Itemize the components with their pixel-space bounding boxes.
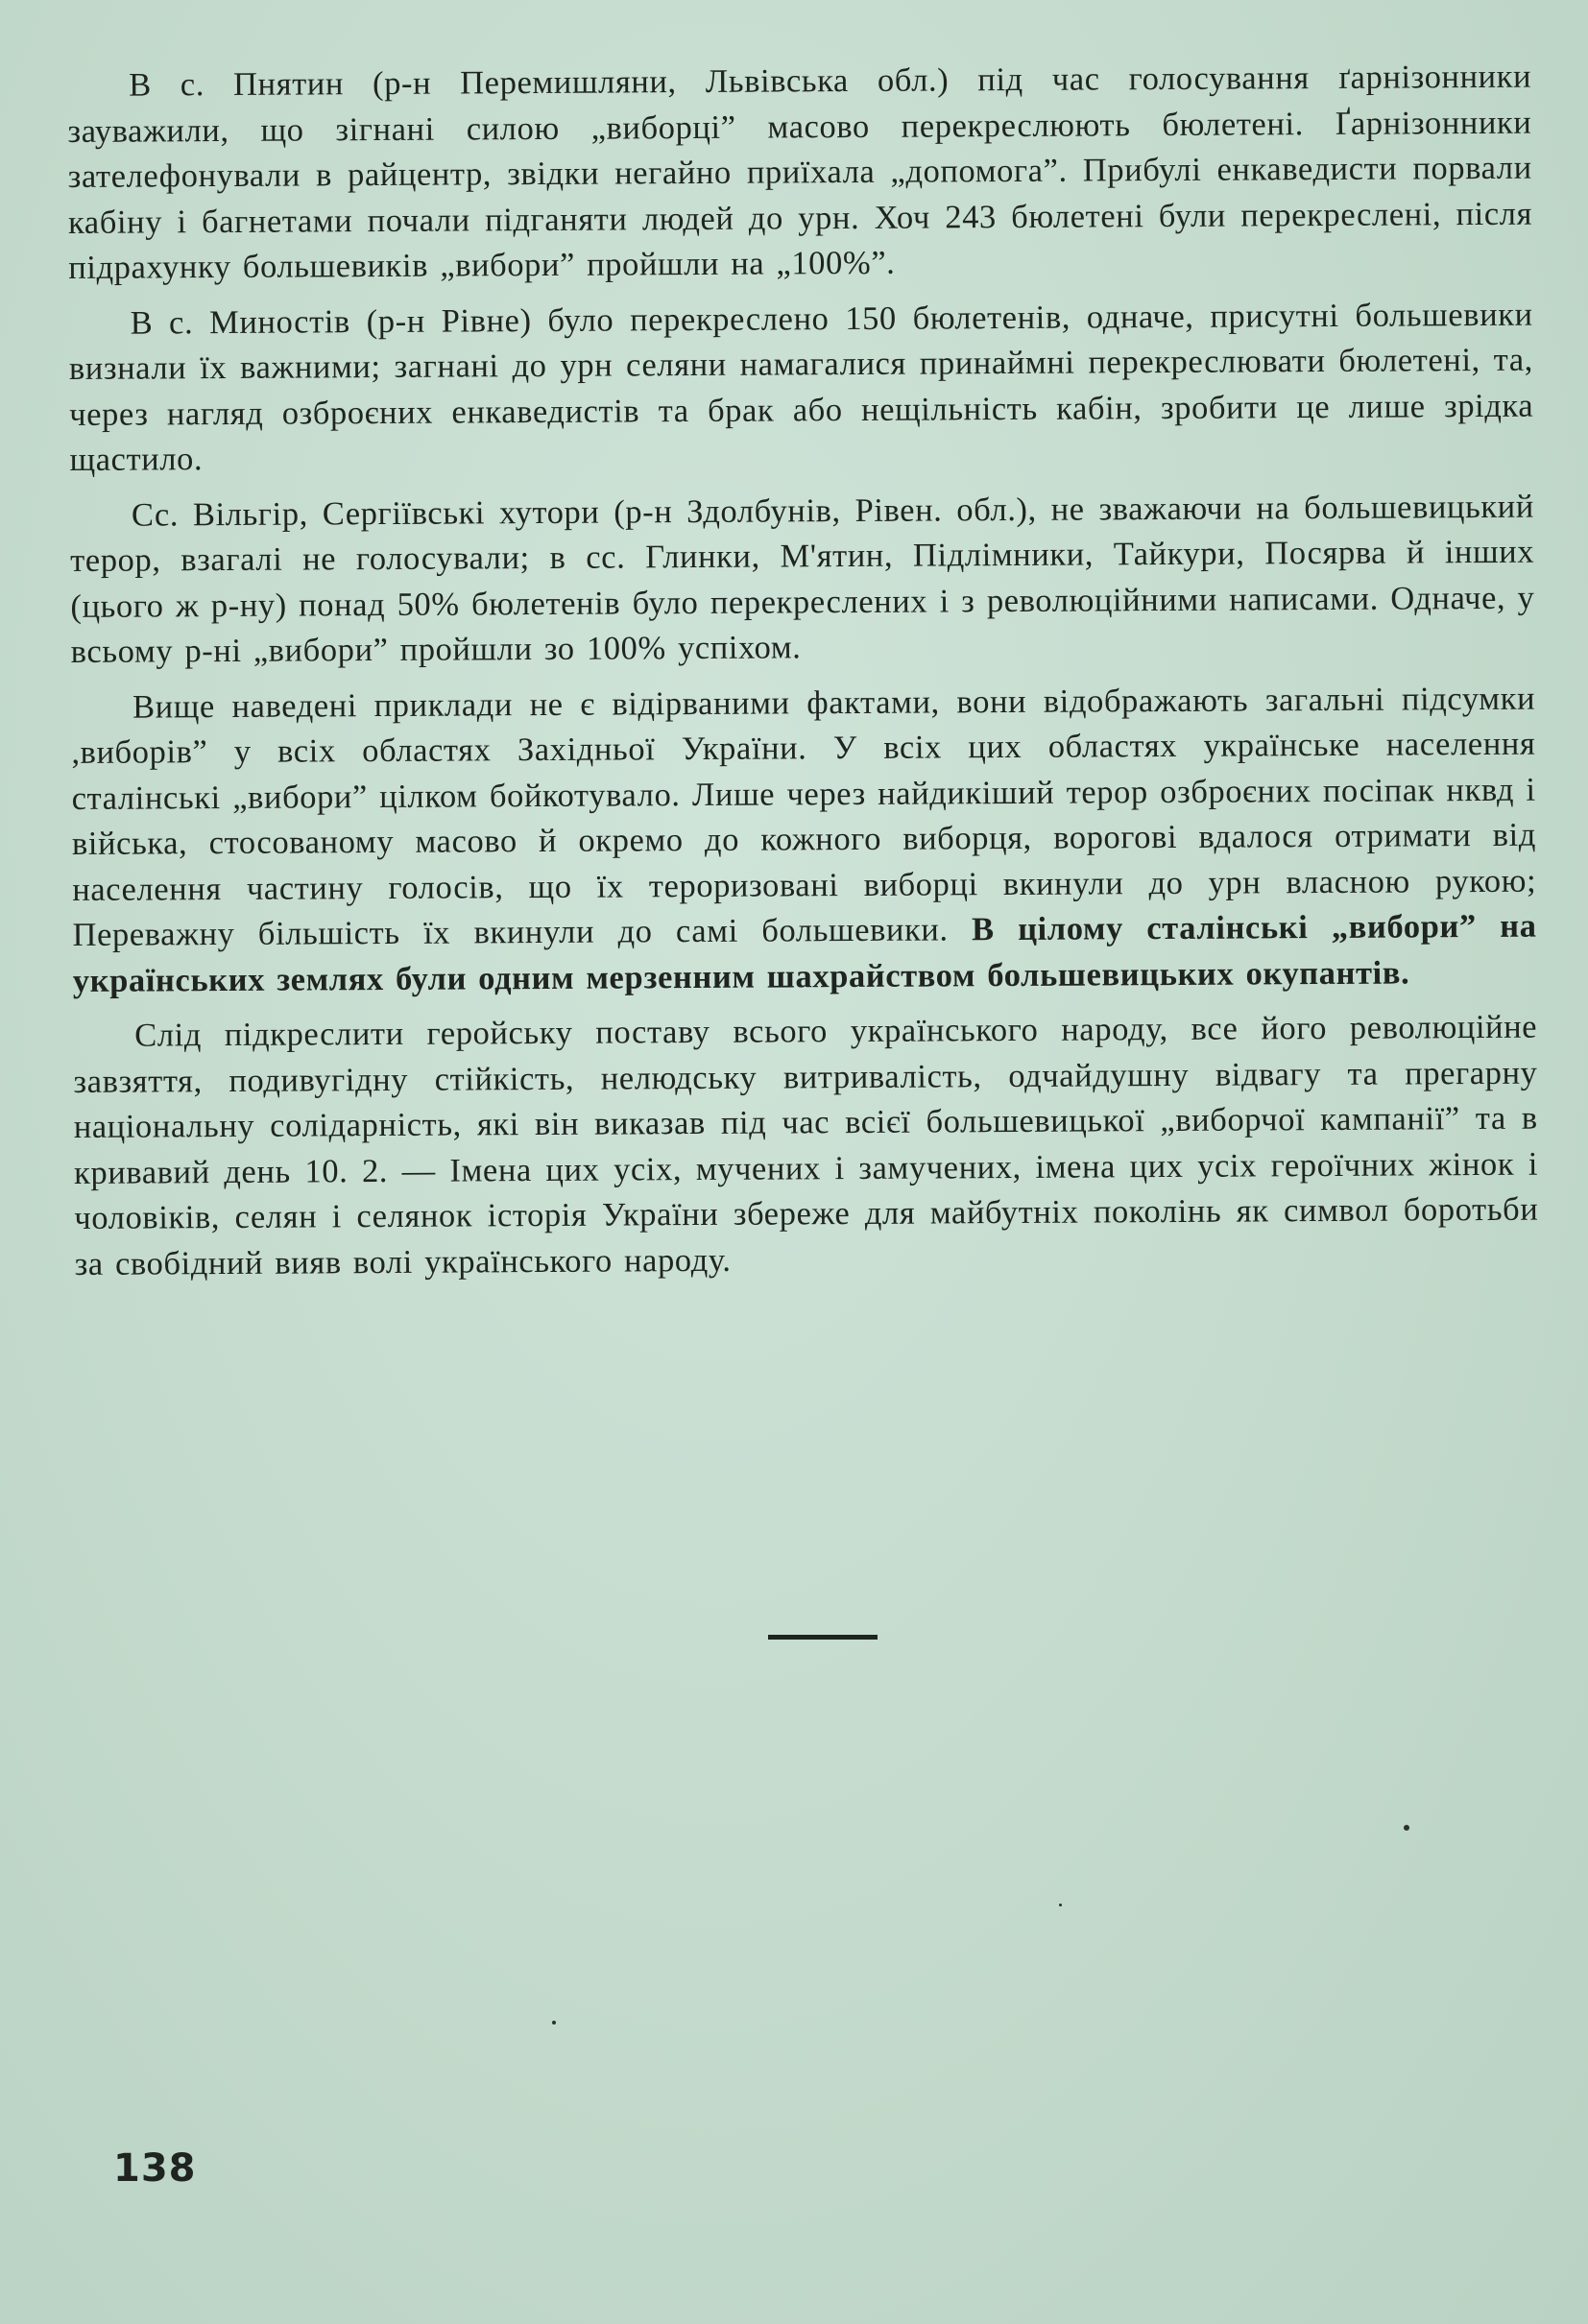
page-number: 138: [113, 2146, 197, 2191]
paragraph-text: В с. Миностів (р-н Рівне) було перекреслено 150 бюлетенів, одначе, присутні большевики визнали їх важними; загнані до урн селяни намагалися принаймні перекреслювати бюлетені, та, через нагляд озброєних енкаведистів та брак або нещільність кабін, зробити це лише зрідка щастило.: [68, 296, 1534, 478]
paragraph-mynostiv: [69, 292, 1534, 483]
section-divider: [768, 1635, 878, 1640]
paper-speck: [1059, 1904, 1062, 1906]
paper-speck: [1404, 1825, 1409, 1831]
paragraph-text: Сс. Вільгір, Сергіївські хутори (р-н Здолбунів, Рівен. обл.), не зважаючи на большевицький терор, взагалі не голосували; в сс. Глинки, М'ятин, Підлімники, Тайкури, Посярва й інших (цього ж р-ну) понад 50% бюлетенів було перекреслених і з революційними написами. Одначе, у всьому р-ні „вибори” пройшли зо 100% успіхом.: [70, 488, 1535, 670]
paragraph-text: В с. Пнятин (р-н Перемишляни, Львівська обл.) під час голосування ґарнізонники зауважили, що зігнані силою „виборці” масово перекреслюють бюлетені. Ґарнізонники зателефонували в райцентр, звідки негайно приїхала „допомога”. Прибулі енкаведисти порвали кабіну і багнетами почали підганяти людей до урн. Хоч 243 бюлетені були перекреслені, після підрахунку большевиків „вибори” пройшли на „100%”.: [67, 58, 1533, 286]
paper-speck: [552, 2021, 556, 2025]
body-text: [67, 55, 1539, 1297]
paragraph-text: Вище наведені приклади не є відірваними фактами, вони відображають загальні підсумки ,виборів” у всіх областях Західньої України. У всіх цих областях українське населення сталінські „вибори” цілком бойкотувало. Лише через найдикіший терор озброєних посіпак нквд і війська, стосованому масово й окремо до кожного виборця, ворогові вдалося отримати від населення частину голосів, що їх тероризовані виборці вкинули до урн власною рукою; Переважну більшість їх вкинули до самі большевики.: [71, 680, 1537, 953]
paragraph-bold-conclusion: В цілому сталінські „вибори” на українських землях були одним мерзенним шахрайством большевицьких окупантів.: [72, 907, 1537, 999]
paragraph-vilhir: [70, 484, 1535, 675]
paragraph-pniatyn: [67, 55, 1532, 292]
paragraph-heroism: [73, 1005, 1539, 1287]
paragraph-summary: [71, 676, 1537, 1004]
paragraph-text: Слід підкреслити геройську поставу всього українського народу, все його революційне завзяття, подивугідну стійкість, нелюдську витривалість, одчайдушну відвагу та прегарну національну солідарність, які він виказав під час всієї большевицької „виборчої кампанії” та в кривавий день 10. 2. — Імена цих усіх, мучених і замучених, імена цих усіх героїчних жінок і чоловіків, селян і селянок історія України збереже для майбутніх поколінь як символ боротьби за свобідний вияв волі українського народу.: [73, 1008, 1539, 1282]
